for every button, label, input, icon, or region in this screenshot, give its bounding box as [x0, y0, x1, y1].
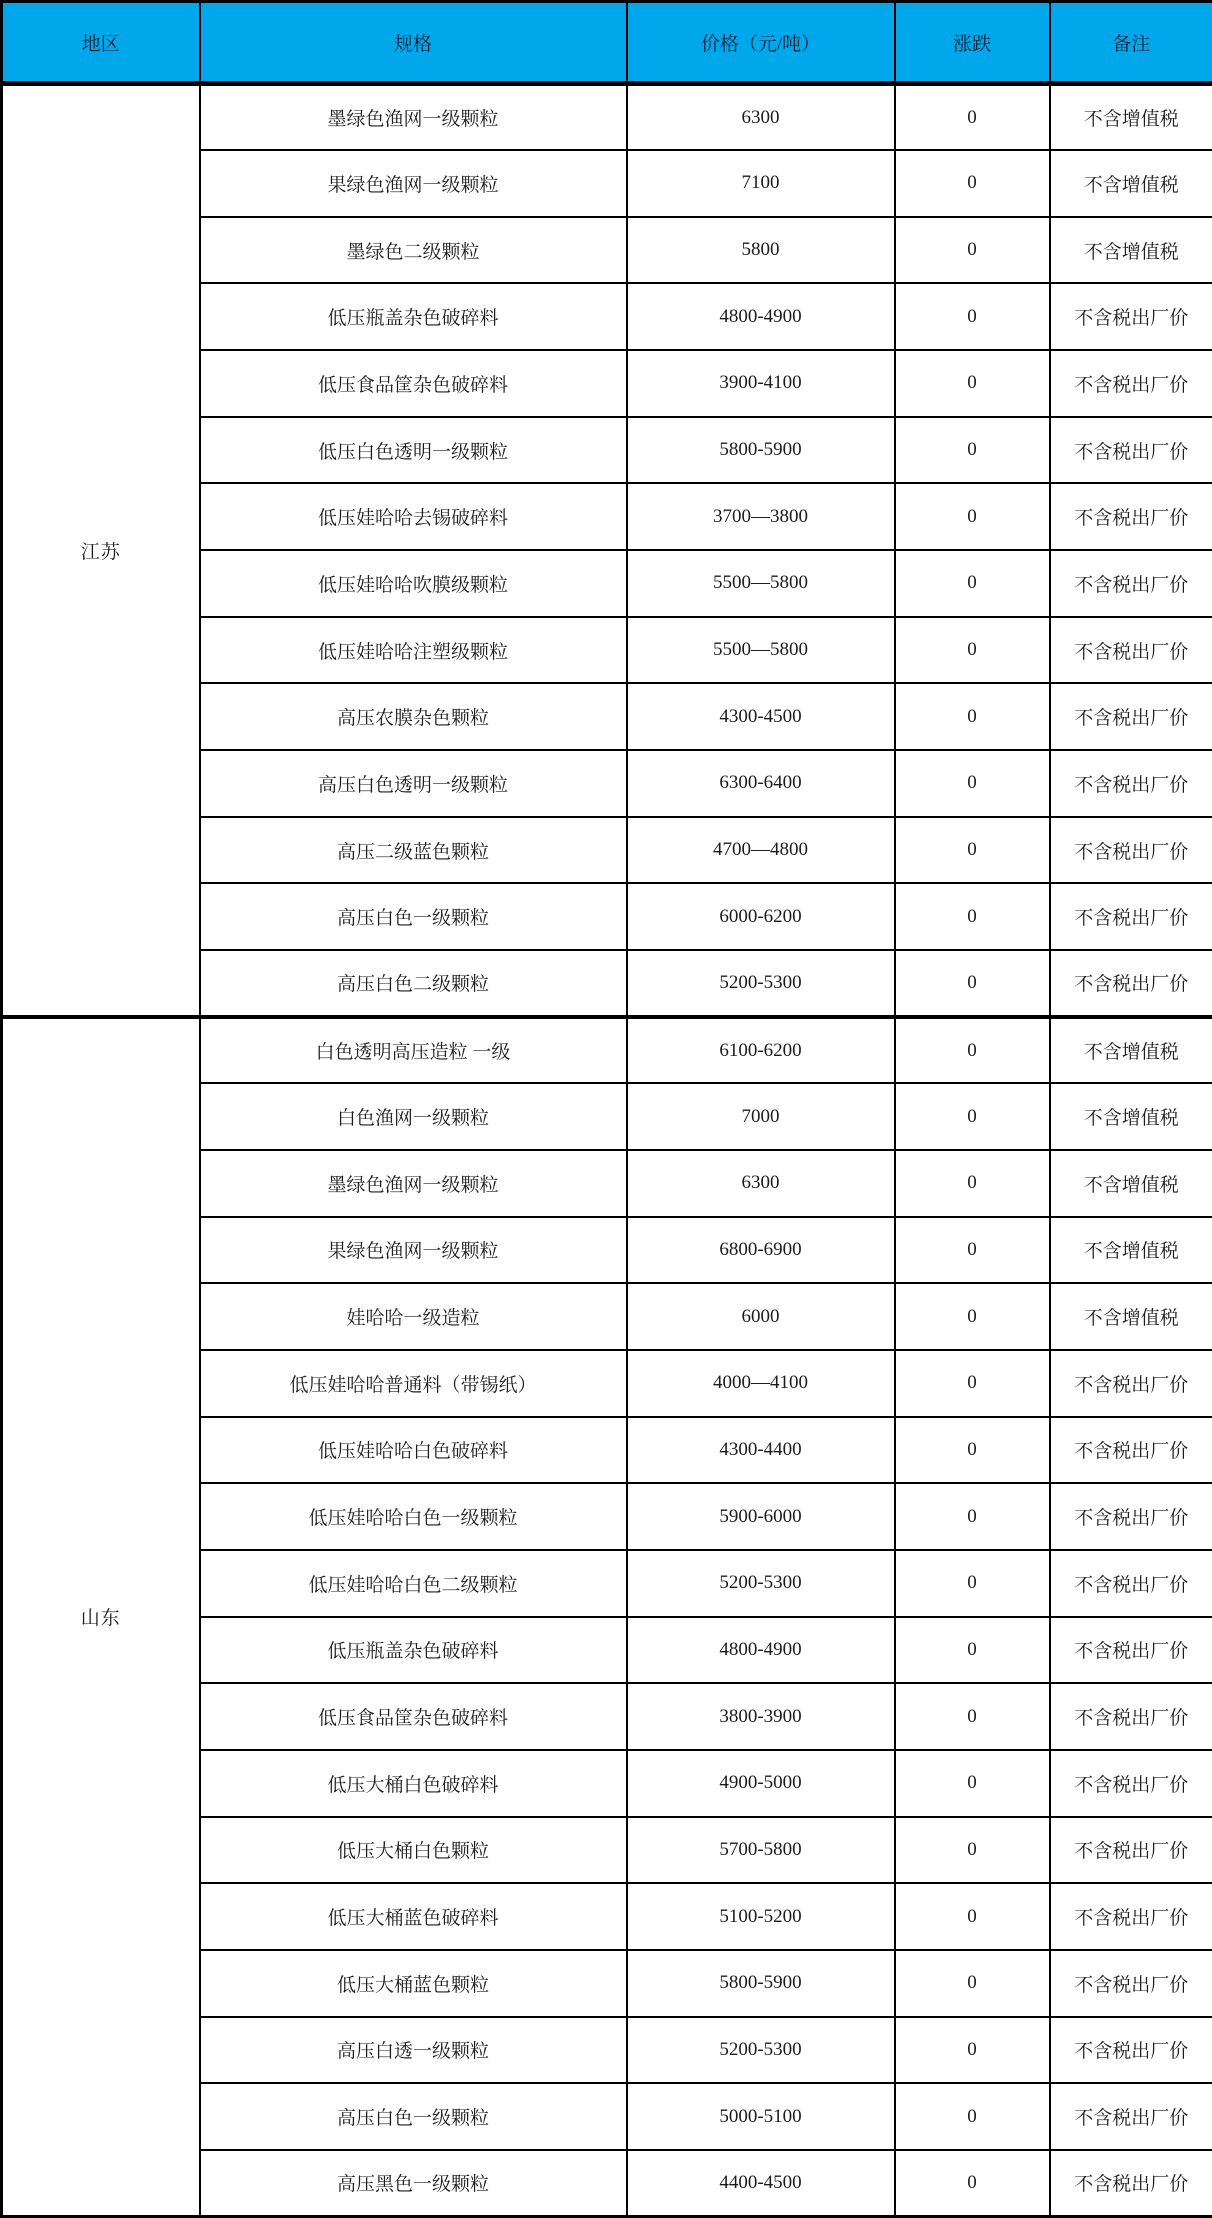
price-cell: 6300: [627, 1150, 895, 1217]
note-cell: 不含税出厂价: [1050, 1350, 1212, 1417]
change-cell: 0: [895, 1817, 1050, 1884]
spec-cell: 果绿色渔网一级颗粒: [200, 150, 627, 217]
change-cell: 0: [895, 1150, 1050, 1217]
note-cell: 不含税出厂价: [1050, 1683, 1212, 1750]
change-cell: 0: [895, 1950, 1050, 2017]
note-cell: 不含税出厂价: [1050, 2150, 1212, 2217]
price-cell: 6300-6400: [627, 750, 895, 817]
change-cell: 0: [895, 550, 1050, 617]
spec-cell: 低压娃哈哈吹膜级颗粒: [200, 550, 627, 617]
price-cell: 7100: [627, 150, 895, 217]
note-cell: 不含增值税: [1050, 1283, 1212, 1350]
note-cell: 不含税出厂价: [1050, 950, 1212, 1017]
change-cell: 0: [895, 817, 1050, 884]
change-cell: 0: [895, 1883, 1050, 1950]
table-row: [2, 84, 1212, 151]
change-cell: 0: [895, 350, 1050, 417]
note-cell: 不含增值税: [1050, 1150, 1212, 1217]
spec-cell: 低压食品筐杂色破碎料: [200, 350, 627, 417]
note-cell: 不含税出厂价: [1050, 350, 1212, 417]
change-cell: 0: [895, 217, 1050, 284]
price-cell: 5800-5900: [627, 417, 895, 484]
note-cell: 不含税出厂价: [1050, 1883, 1212, 1950]
change-cell: 0: [895, 483, 1050, 550]
spec-cell: 果绿色渔网一级颗粒: [200, 1217, 627, 1284]
note-cell: 不含增值税: [1050, 217, 1212, 284]
spec-cell: 低压娃哈哈白色一级颗粒: [200, 1483, 627, 1550]
spec-cell: 高压二级蓝色颗粒: [200, 817, 627, 884]
price-cell: 3700—3800: [627, 483, 895, 550]
price-cell: 5200-5300: [627, 950, 895, 1017]
price-cell: 4000—4100: [627, 1350, 895, 1417]
note-cell: 不含税出厂价: [1050, 1550, 1212, 1617]
price-cell: 4900-5000: [627, 1750, 895, 1817]
price-cell: 5200-5300: [627, 1550, 895, 1617]
price-cell: 7000: [627, 1083, 895, 1150]
note-cell: 不含税出厂价: [1050, 817, 1212, 884]
price-cell: 4800-4900: [627, 1617, 895, 1684]
spec-cell: 低压白色透明一级颗粒: [200, 417, 627, 484]
price-cell: 5700-5800: [627, 1817, 895, 1884]
change-cell: 0: [895, 2083, 1050, 2150]
spec-cell: 低压大桶蓝色破碎料: [200, 1883, 627, 1950]
spec-cell: 白色渔网一级颗粒: [200, 1083, 627, 1150]
spec-cell: 低压大桶白色颗粒: [200, 1817, 627, 1884]
change-cell: 0: [895, 1550, 1050, 1617]
spec-cell: 高压白透一级颗粒: [200, 2017, 627, 2084]
spec-cell: 高压白色透明一级颗粒: [200, 750, 627, 817]
spec-cell: 低压娃哈哈白色破碎料: [200, 1417, 627, 1484]
change-cell: 0: [895, 950, 1050, 1017]
price-cell: 3800-3900: [627, 1683, 895, 1750]
note-cell: 不含增值税: [1050, 1083, 1212, 1150]
table-body: [2, 84, 1212, 2217]
note-cell: 不含税出厂价: [1050, 2017, 1212, 2084]
spec-cell: 高压农膜杂色颗粒: [200, 683, 627, 750]
price-cell: 6000-6200: [627, 883, 895, 950]
note-cell: 不含税出厂价: [1050, 1483, 1212, 1550]
price-cell: 4300-4400: [627, 1417, 895, 1484]
spec-cell: 低压娃哈哈普通料（带锡纸）: [200, 1350, 627, 1417]
spec-cell: 低压食品筐杂色破碎料: [200, 1683, 627, 1750]
price-cell: 5000-5100: [627, 2083, 895, 2150]
note-cell: 不含税出厂价: [1050, 750, 1212, 817]
spec-cell: 高压黑色一级颗粒: [200, 2150, 627, 2217]
change-cell: 0: [895, 2017, 1050, 2084]
change-cell: 0: [895, 883, 1050, 950]
spec-cell: 高压白色一级颗粒: [200, 2083, 627, 2150]
price-cell: 5200-5300: [627, 2017, 895, 2084]
price-cell: 5800-5900: [627, 1950, 895, 2017]
note-cell: 不含税出厂价: [1050, 483, 1212, 550]
change-cell: 0: [895, 283, 1050, 350]
change-cell: 0: [895, 2150, 1050, 2217]
spec-cell: 墨绿色渔网一级颗粒: [200, 84, 627, 151]
change-cell: 0: [895, 1350, 1050, 1417]
price-cell: 5500—5800: [627, 550, 895, 617]
price-cell: 4700—4800: [627, 817, 895, 884]
spec-cell: 高压白色二级颗粒: [200, 950, 627, 1017]
change-cell: 0: [895, 1417, 1050, 1484]
spec-cell: 低压娃哈哈去锡破碎料: [200, 483, 627, 550]
note-cell: 不含税出厂价: [1050, 283, 1212, 350]
note-cell: 不含增值税: [1050, 150, 1212, 217]
change-cell: 0: [895, 1617, 1050, 1684]
change-cell: 0: [895, 1083, 1050, 1150]
price-cell: 6000: [627, 1283, 895, 1350]
change-cell: 0: [895, 417, 1050, 484]
change-cell: 0: [895, 84, 1050, 151]
table-header-row: [2, 2, 1212, 84]
spec-cell: 白色透明高压造粒 一级: [200, 1017, 627, 1084]
spec-cell: 高压白色一级颗粒: [200, 883, 627, 950]
spec-cell: 低压大桶蓝色颗粒: [200, 1950, 627, 2017]
spec-cell: 低压大桶白色破碎料: [200, 1750, 627, 1817]
note-cell: 不含税出厂价: [1050, 1417, 1212, 1484]
spec-cell: 低压瓶盖杂色破碎料: [200, 283, 627, 350]
change-cell: 0: [895, 617, 1050, 684]
change-cell: 0: [895, 1483, 1050, 1550]
change-cell: 0: [895, 150, 1050, 217]
spec-cell: 墨绿色渔网一级颗粒: [200, 1150, 627, 1217]
price-cell: 4800-4900: [627, 283, 895, 350]
price-cell: 5500—5800: [627, 617, 895, 684]
spec-cell: 娃哈哈一级造粒: [200, 1283, 627, 1350]
header-price: 价格（元/吨）: [627, 2, 895, 84]
change-cell: 0: [895, 1750, 1050, 1817]
change-cell: 0: [895, 1217, 1050, 1284]
spec-cell: 低压瓶盖杂色破碎料: [200, 1617, 627, 1684]
price-cell: 5800: [627, 217, 895, 284]
note-cell: 不含税出厂价: [1050, 1617, 1212, 1684]
spec-cell: 墨绿色二级颗粒: [200, 217, 627, 284]
header-spec: 规格: [200, 2, 627, 84]
header-note: 备注: [1050, 2, 1212, 84]
note-cell: 不含税出厂价: [1050, 417, 1212, 484]
note-cell: 不含税出厂价: [1050, 2083, 1212, 2150]
header-region: 地区: [2, 2, 200, 84]
region-cell: 江苏: [2, 84, 200, 1017]
price-cell: 3900-4100: [627, 350, 895, 417]
price-cell: 6100-6200: [627, 1017, 895, 1084]
note-cell: 不含税出厂价: [1050, 683, 1212, 750]
note-cell: 不含税出厂价: [1050, 883, 1212, 950]
price-cell: 5100-5200: [627, 1883, 895, 1950]
spec-cell: 低压娃哈哈注塑级颗粒: [200, 617, 627, 684]
note-cell: 不含税出厂价: [1050, 1950, 1212, 2017]
spec-cell: 低压娃哈哈白色二级颗粒: [200, 1550, 627, 1617]
note-cell: 不含税出厂价: [1050, 617, 1212, 684]
price-cell: 5900-6000: [627, 1483, 895, 1550]
header-change: 涨跌: [895, 2, 1050, 84]
price-cell: 6800-6900: [627, 1217, 895, 1284]
change-cell: 0: [895, 683, 1050, 750]
note-cell: 不含税出厂价: [1050, 1817, 1212, 1884]
change-cell: 0: [895, 1017, 1050, 1084]
price-cell: 4400-4500: [627, 2150, 895, 2217]
region-cell: 山东: [2, 1017, 200, 2217]
price-cell: 6300: [627, 84, 895, 151]
note-cell: 不含税出厂价: [1050, 550, 1212, 617]
note-cell: 不含税出厂价: [1050, 1750, 1212, 1817]
note-cell: 不含增值税: [1050, 1217, 1212, 1284]
price-cell: 4300-4500: [627, 683, 895, 750]
table-row: [2, 1017, 1212, 1084]
change-cell: 0: [895, 1283, 1050, 1350]
note-cell: 不含增值税: [1050, 84, 1212, 151]
change-cell: 0: [895, 1683, 1050, 1750]
note-cell: 不含增值税: [1050, 1017, 1212, 1084]
change-cell: 0: [895, 750, 1050, 817]
